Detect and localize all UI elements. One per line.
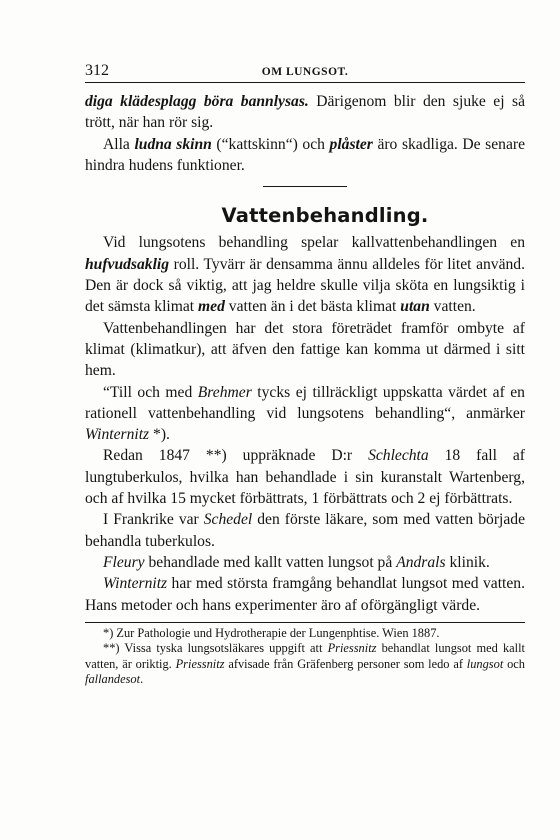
paragraph-5: [85, 509, 525, 552]
paragraph-7: [85, 573, 525, 616]
emphasis: lungsot: [466, 656, 504, 671]
emphasis: Winternitz: [103, 575, 168, 593]
text-run: behandlat lungsot med kallt vatten, är oriktig.: [85, 641, 525, 671]
paragraph-3: [85, 382, 525, 446]
page-header: [85, 60, 525, 83]
emphasis: utan: [400, 298, 430, 316]
body-text: [85, 91, 525, 616]
text-run: roll. Tyvärr är densamma ännu alldeles för litet använd. Den är dock så viktig, att jag heldre skulle vilja sköta en lungsiktig i det sämsta klimat: [85, 255, 525, 316]
text-run: tycks ej tillräckligt uppskatta värdet af en rationell vattenbehandling vid lungsotens behandling“, anmärker: [85, 383, 525, 422]
paragraph-6: [85, 552, 525, 573]
paragraph-2: Vattenbehandlingen har det stora företrädet framför ombyte af klimat (klimatkur), att äfven den fattige kan komma ut därmed i sitt hem.: [85, 319, 525, 380]
emphasis: Andrals: [396, 553, 446, 571]
text-run: **) Vissa tyska lungsotsläkares uppgift att: [103, 641, 328, 656]
text-run: Redan 1847 **) uppräknade D:r: [103, 447, 369, 465]
paragraph-1: [85, 232, 525, 317]
paragraph-4: [85, 445, 525, 509]
emphasis: Schlechta: [368, 447, 429, 465]
text-run: 18 fall af lungtuberkulos, hvilka han behandlade i sin kuranstalt Wartenberg, och af hvilka 15 mycket förbättrats, 1 förbättrats och 2 ej förbättrats.: [85, 447, 526, 508]
text-run: .: [140, 672, 144, 687]
text-run: klinik.: [445, 553, 490, 571]
text-run: “Till och med: [103, 383, 198, 401]
text-run: har med största framgång behandlat lungsot med vatten. Hans metoder och hans experimenter äro af oförgängligt värde.: [85, 575, 525, 614]
footnote-1: *) Zur Pathologie und Hydrotherapie der Lungenphtise. Wien 1887.: [103, 625, 440, 640]
emphasis: Fleury: [103, 553, 145, 571]
text-run: vatten än i det bästa klimat: [224, 298, 401, 316]
intro-paragraph-1: [85, 91, 525, 134]
footnote-divider: [85, 622, 525, 623]
footnote-2: [85, 641, 525, 688]
text-run: I Frankrike var: [103, 511, 204, 529]
text-run: den förste läkare, som med vatten började behandla tuberkulos.: [85, 511, 525, 550]
footnotes: [85, 626, 525, 688]
intro-paragraph-2: [85, 134, 525, 177]
emphasis: Winternitz: [85, 426, 150, 444]
emphasis: hufvudsaklig: [85, 255, 170, 273]
emphasis: ludna skinn: [134, 135, 212, 153]
section-heading: Vattenbehandling.: [221, 204, 429, 228]
text-run: *).: [149, 426, 170, 444]
text-run: Vid lungsotens behandling spelar kallvattenbehandlingen en: [103, 234, 525, 252]
text-run: afvisade från Gräfenberg personer som ledo af: [224, 656, 467, 671]
emphasis: Schedel: [203, 511, 253, 529]
text-run: Alla: [103, 135, 135, 153]
emphasis: diga klädesplagg böra bannlysas.: [85, 93, 309, 110]
text-run: äro skadliga. De senare hindra hudens funktioner.: [85, 135, 525, 174]
running-title: OM LUNGSOT.: [261, 66, 349, 78]
book-page: [85, 60, 525, 688]
text-run: vatten.: [429, 298, 476, 316]
page-number: 312: [85, 62, 109, 79]
text-run: (“kattskinn“) och: [211, 135, 330, 153]
emphasis: fallandesot: [85, 672, 141, 687]
emphasis: med: [198, 298, 225, 316]
text-run: behandlade med kallt vatten lungsot på: [144, 553, 397, 571]
text-run: Därigenom blir den sjuke ej så trött, när han rör sig.: [85, 93, 525, 132]
emphasis: Priessnitz: [327, 641, 377, 656]
emphasis: Priessnitz: [175, 656, 225, 671]
section-divider: [263, 186, 347, 187]
text-run: och: [503, 656, 525, 671]
emphasis: Brehmer: [197, 383, 252, 401]
emphasis: plåster: [329, 135, 373, 153]
